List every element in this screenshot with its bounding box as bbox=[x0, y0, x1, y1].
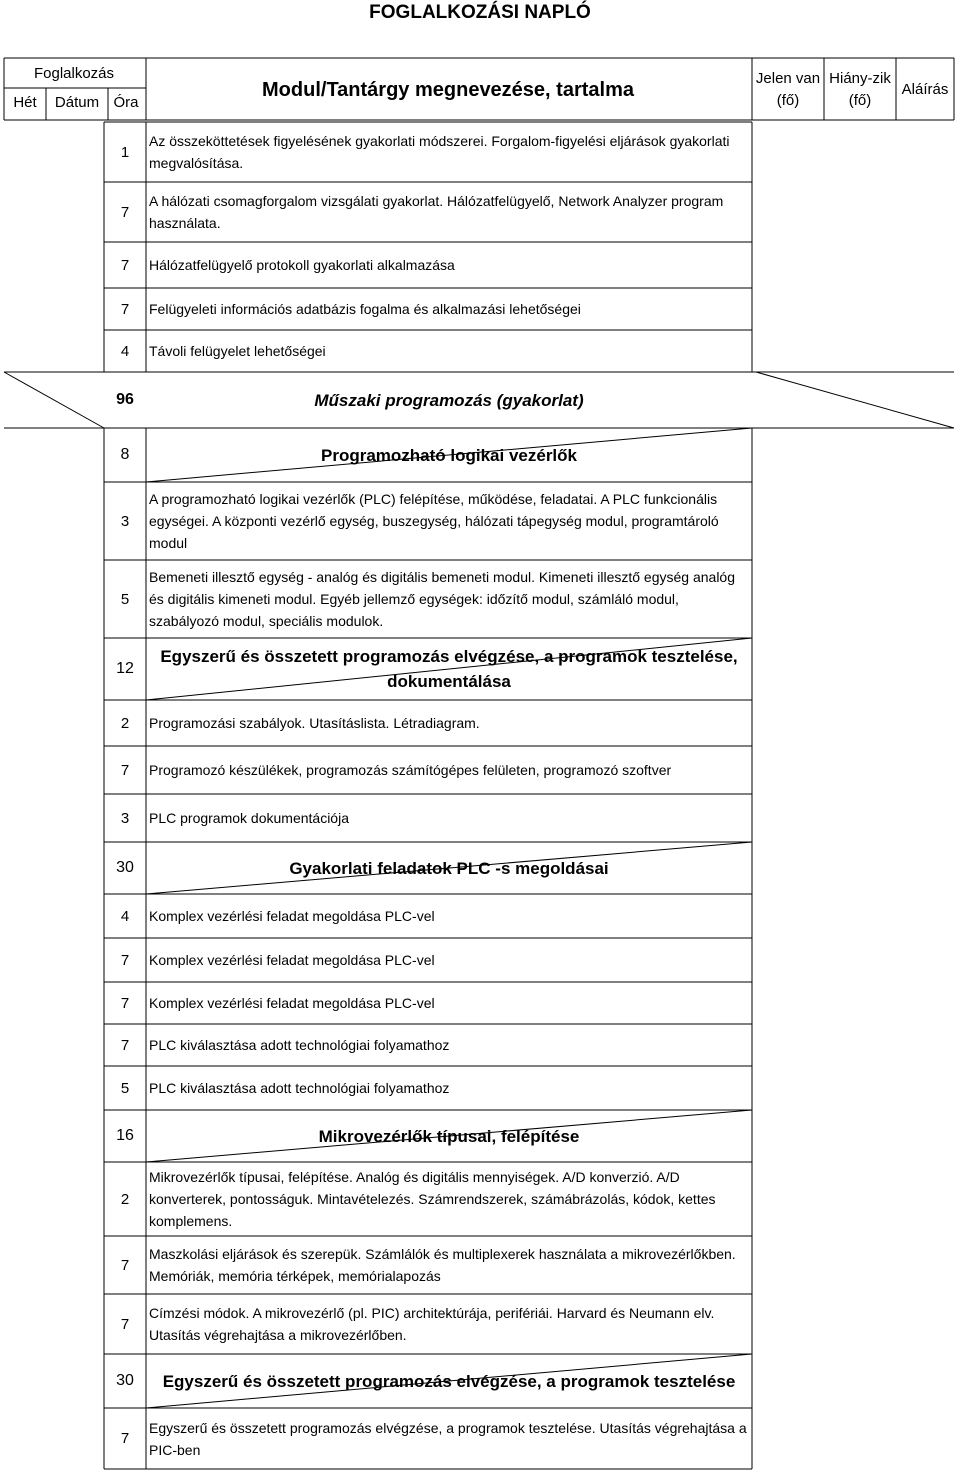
row-hours: 8 bbox=[120, 446, 130, 463]
row-hours: 30 bbox=[116, 1372, 134, 1389]
header-present: Jelen van (fő) bbox=[755, 70, 821, 109]
section-title: Egyszerű és összetett programozás elvégzése, a programok tesztelése, dokumentálása bbox=[160, 647, 738, 691]
row-hours: 16 bbox=[116, 1127, 134, 1144]
section-title: Programozható logikai vezérlők bbox=[320, 445, 577, 465]
row-hours: 3 bbox=[120, 809, 130, 827]
row-text: Felügyeleti információs adatbázis fogalma és alkalmazási lehetőségei bbox=[149, 301, 581, 317]
header-absent: Hiány-zik (fő) bbox=[829, 70, 891, 109]
row-text: Bemeneti illesztő egység - analóg és digitális bemeneti modul. Kimeneti illesztő egység analóg és digitális kimeneti modul. Egyéb jellemző egységek: időzítő modul, számláló modul, szabályozó modul, speciális modulok. bbox=[149, 569, 735, 629]
row-hours: 7 bbox=[120, 300, 130, 318]
row-hours: 7 bbox=[120, 761, 130, 779]
header-signature: Aláírás bbox=[901, 81, 949, 98]
row-hours: 7 bbox=[120, 256, 130, 274]
row-hours: 7 bbox=[120, 1315, 130, 1333]
grid-diagonal bbox=[756, 372, 954, 428]
row-hours: 1 bbox=[120, 143, 130, 161]
row-hours: 7 bbox=[120, 1430, 130, 1447]
row-hours: 7 bbox=[120, 203, 130, 221]
row-text: PLC kiválasztása adott technológiai folyamathoz bbox=[149, 1037, 450, 1053]
row-text: Mikrovezérlők típusai, felépítése. Analóg és digitális mennyiségek. A/D konverzió. A/D konverterek, pontosságuk. Mintavételezés. Számrendszerek, számábrázolás, kódok, kettes komplemens. bbox=[149, 1169, 716, 1229]
row-hours: 4 bbox=[120, 342, 130, 360]
row-hours: 12 bbox=[116, 660, 134, 677]
row-hours: 96 bbox=[116, 391, 134, 408]
row-text: Programozó készülékek, programozás számítógépes felületen, programozó szoftver bbox=[149, 762, 672, 778]
row-hours: 2 bbox=[120, 1190, 130, 1208]
row-text: Egyszerű és összetett programozás elvégzése, a programok tesztelése. Utasítás végrehajtása a PIC-ben bbox=[149, 1419, 747, 1458]
page-title: FOGLALKOZÁSI NAPLÓ bbox=[369, 2, 591, 23]
header-week: Hét bbox=[13, 94, 37, 111]
row-text: Programozási szabályok. Utasításlista. Létradiagram. bbox=[149, 715, 480, 731]
row-text: Maszkolási eljárások és szerepük. Számlálók és multiplexerek használata a mikrovezérlőkben. Memóriák, memória térképek, memórialapozás bbox=[149, 1246, 736, 1284]
row-hours: 2 bbox=[120, 714, 130, 732]
row-text: Hálózatfelügyelő protokoll gyakorlati alkalmazása bbox=[149, 257, 455, 273]
header-group: Foglalkozás bbox=[33, 65, 115, 82]
row-text: PLC programok dokumentációja bbox=[149, 810, 349, 826]
header-date: Dátum bbox=[54, 94, 100, 111]
row-hours: 5 bbox=[120, 590, 130, 608]
row-text: A programozható logikai vezérlők (PLC) felépítése, működése, feladatai. A PLC funkcionális egységei. A központi vezérlő egység, buszegység, hálózati tápegység modul, programtároló modul bbox=[149, 491, 719, 551]
row-text: Komplex vezérlési feladat megoldása PLC-vel bbox=[149, 908, 435, 924]
row-text: Az összeköttetések figyelésének gyakorlati módszerei. Forgalom-figyelési eljárások gyakorlati megvalósítása. bbox=[149, 133, 730, 171]
row-hours: 3 bbox=[120, 512, 130, 530]
row-hours: 30 bbox=[116, 859, 134, 876]
grid-diagonal bbox=[4, 372, 104, 428]
row-text: PLC kiválasztása adott technológiai folyamathoz bbox=[149, 1080, 450, 1096]
row-text: Távoli felügyelet lehetőségei bbox=[149, 343, 326, 359]
module-title: Műszaki programozás (gyakorlat) bbox=[314, 390, 584, 410]
row-hours: 7 bbox=[120, 994, 130, 1012]
row-hours: 7 bbox=[120, 1036, 130, 1054]
header-module: Modul/Tantárgy megnevezése, tartalma bbox=[262, 79, 634, 101]
row-text: Címzési módok. A mikrovezérlő (pl. PIC) architektúrája, perifériái. Harvard és Neumann elv. Utasítás végrehajtása a mikrovezérlőben. bbox=[149, 1305, 715, 1343]
row-hours: 7 bbox=[120, 1256, 130, 1274]
row-hours: 7 bbox=[120, 951, 130, 969]
section-title: Mikrovezérlők típusai, felépítése bbox=[318, 1126, 580, 1146]
section-title: Egyszerű és összetett programozás elvégzése, a programok tesztelése bbox=[162, 1371, 736, 1391]
header-hours: Óra bbox=[113, 94, 139, 111]
section-title: Gyakorlati feladatok PLC -s megoldásai bbox=[289, 858, 609, 878]
row-text: A hálózati csomagforgalom vizsgálati gyakorlat. Hálózatfelügyelő, Network Analyzer program használata. bbox=[149, 193, 724, 231]
row-hours: 5 bbox=[120, 1079, 130, 1097]
row-text: Komplex vezérlési feladat megoldása PLC-vel bbox=[149, 995, 435, 1011]
row-text: Komplex vezérlési feladat megoldása PLC-vel bbox=[149, 952, 435, 968]
row-hours: 4 bbox=[120, 907, 130, 925]
